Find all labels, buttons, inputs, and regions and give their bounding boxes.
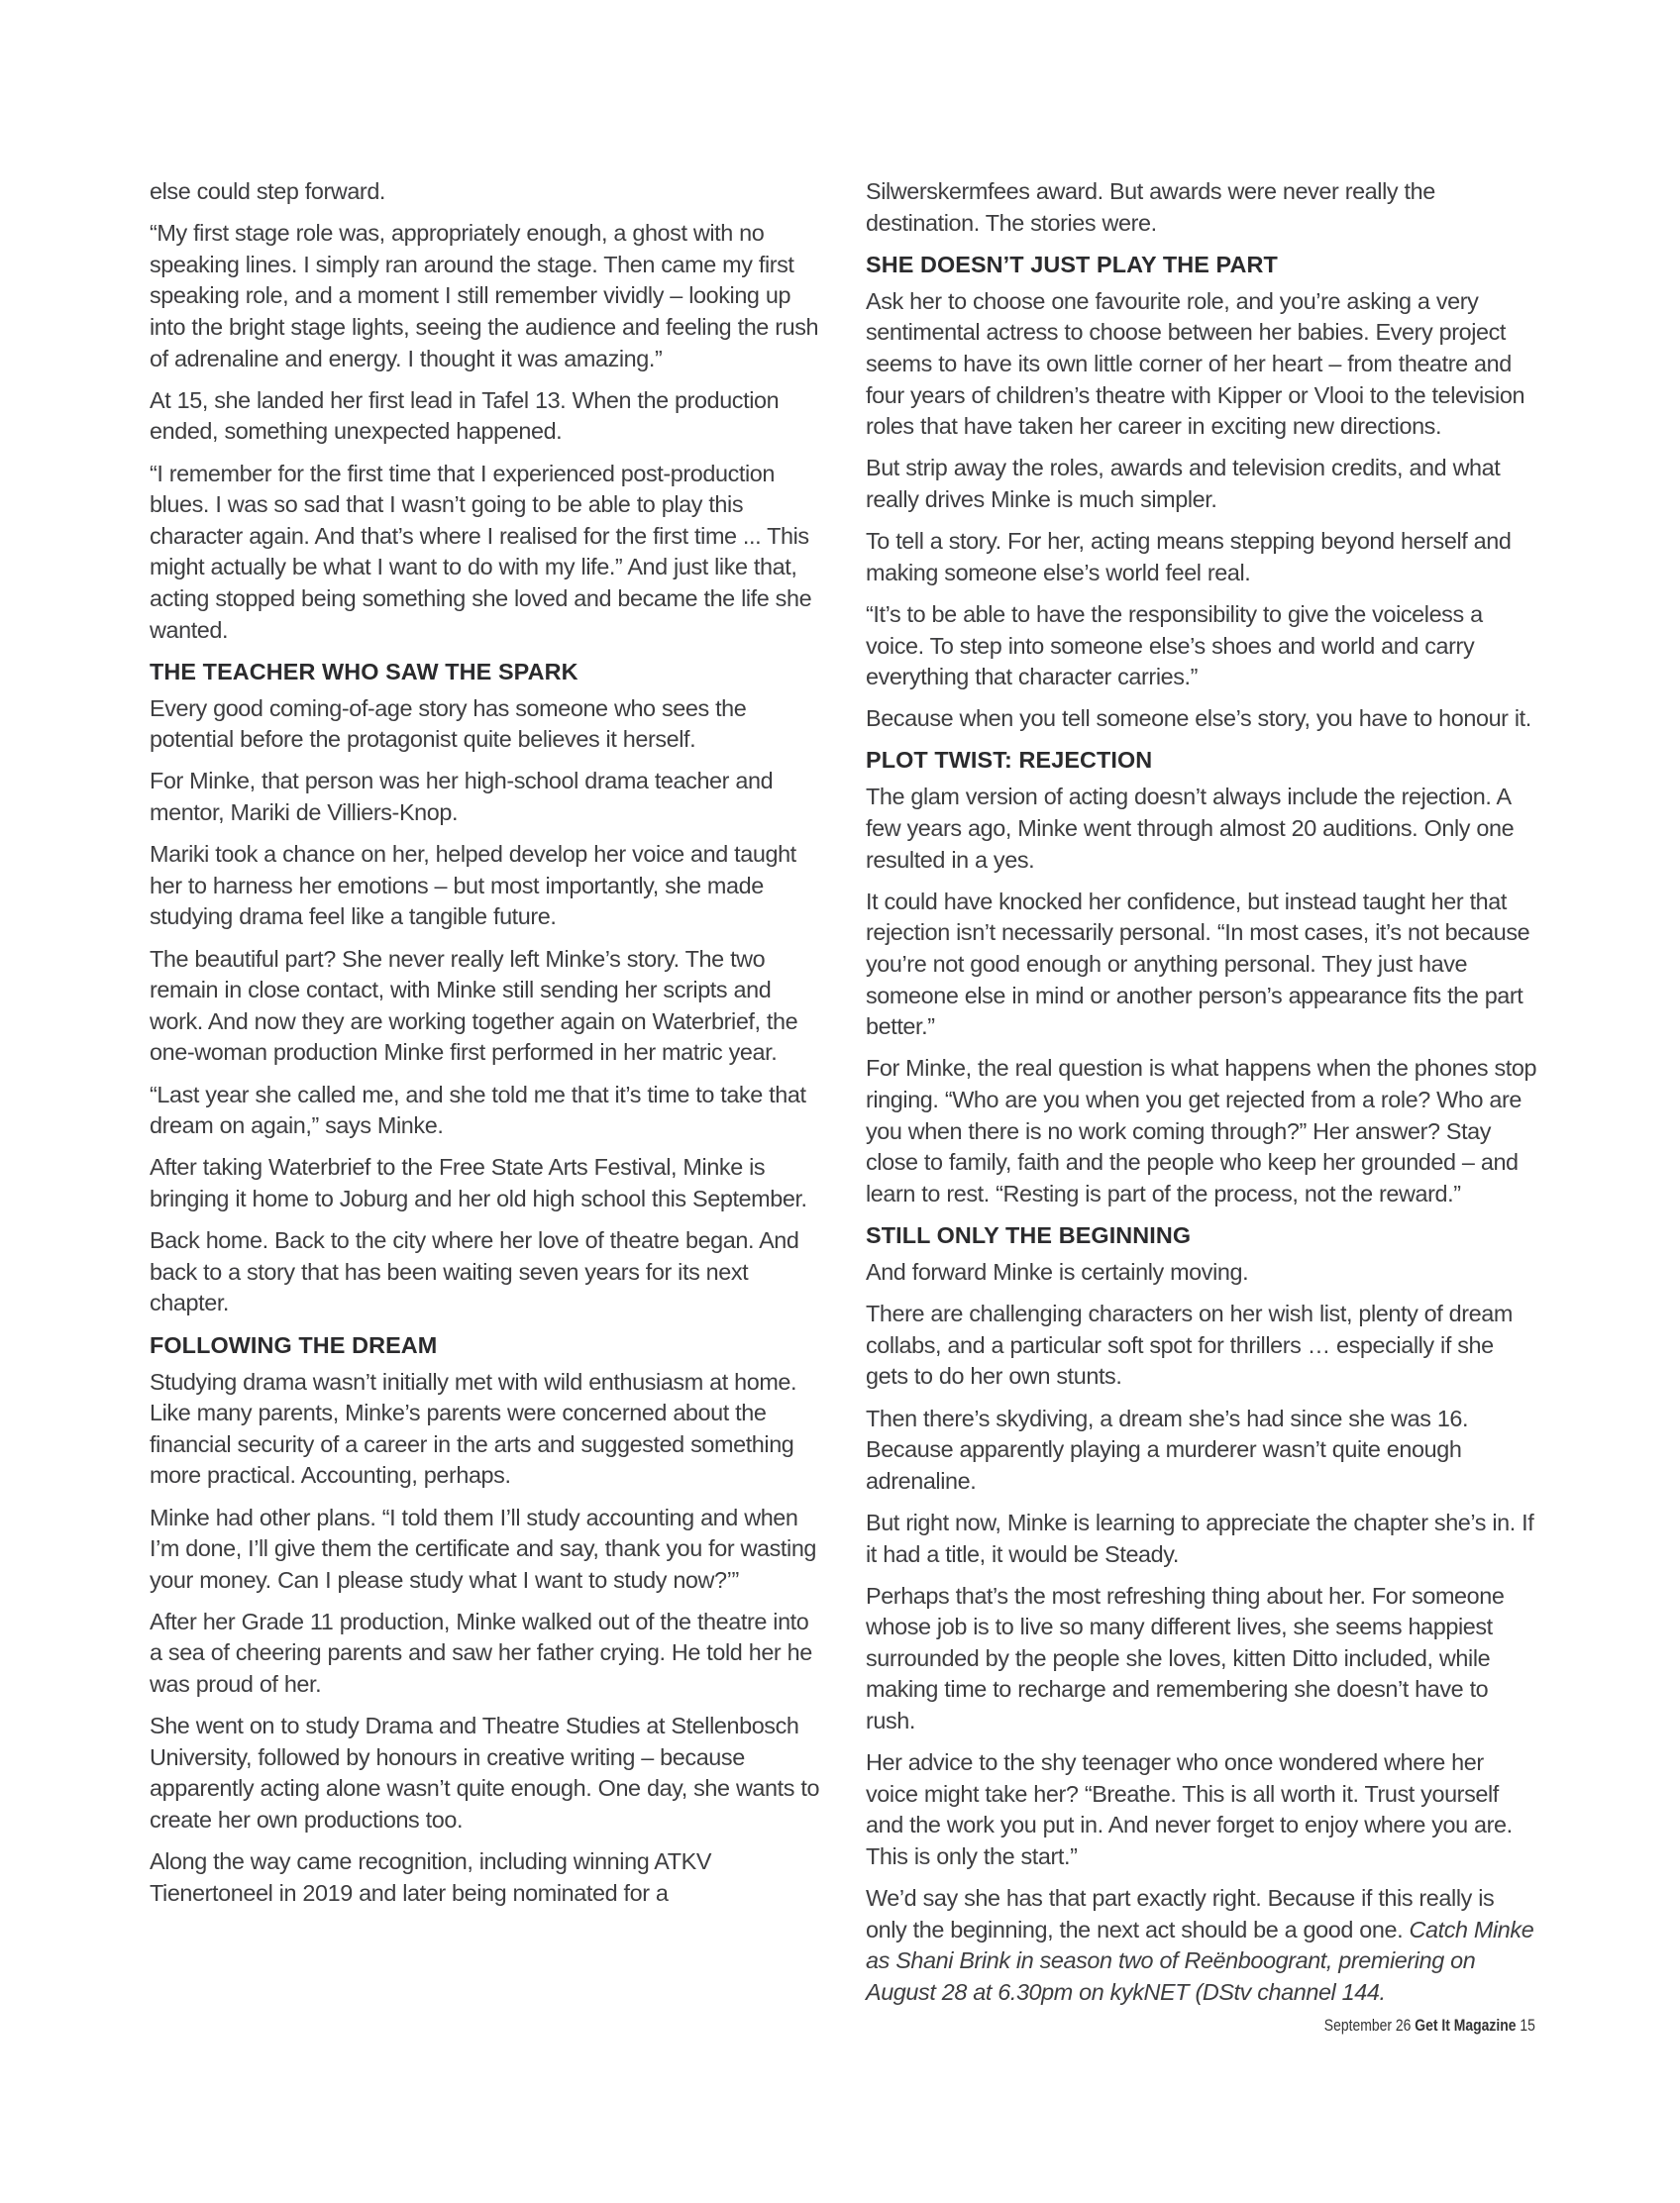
body-paragraph: “My first stage role was, appropriately enough, a ghost with no speaking lines. I simply ran around the stage. Then came my first speaking role, and a moment I still remember vividly – looking up into the bright stage lights, seeing the audience and feeling the rush of adrenaline and energy. I thought it was amazing.”: [150, 220, 819, 371]
section-heading: STILL ONLY THE BEGINNING: [866, 1221, 1192, 1248]
body-paragraph: At 15, she landed her first lead in Tafel 13. When the production ended, something unexpected happened.: [150, 386, 780, 445]
body-paragraph: “Last year she called me, and she told me that it’s time to take that dream on again,” says Minke.: [150, 1081, 806, 1139]
section-heading: PLOT TWIST: REJECTION: [866, 747, 1153, 774]
body-paragraph: For Minke, the real question is what happens when the phones stop ringing. “Who are you when you get rejected from a role? Who are you when there is no work coming through?” Her answer? Stay close to family, faith and the people who keep her grounded – and learn to rest. “Resting is part of the process, not the reward.”: [866, 1055, 1537, 1206]
body-paragraph: else could step forward.: [150, 178, 386, 204]
paragraph-text: We’d say she has that part exactly right. Because if this really is only the beginning, the next act should be a good one.: [866, 1885, 1495, 1942]
body-paragraph: She went on to study Drama and Theatre Studies at Stellenbosch University, followed by honours in creative writing – because apparently acting alone wasn’t quite enough. One day, she wants to create her own productions too.: [150, 1713, 820, 1834]
body-paragraph: Minke had other plans. “I told them I’ll study accounting and when I’m done, I’ll give them the certificate and say, thank you for wasting your money. Can I please study what I want to study now?’”: [150, 1504, 817, 1593]
section-heading: FOLLOWING THE DREAM: [150, 1331, 438, 1358]
body-paragraph: Because when you tell someone else’s story, you have to honour it.: [866, 705, 1531, 732]
article-column-left: [150, 176, 825, 1920]
body-paragraph: Mariki took a chance on her, helped develop her voice and taught her to harness her emotions – but most importantly, she made studying drama feel like a tangible future.: [150, 841, 796, 930]
body-paragraph: Silwerskermfees award. But awards were never really the destination. The stories were.: [866, 178, 1435, 236]
page-footer: [1324, 2016, 1535, 2036]
article-column-right: [866, 176, 1539, 2019]
section-heading: THE TEACHER WHO SAW THE SPARK: [150, 658, 578, 684]
body-paragraph: Along the way came recognition, including winning ATKV Tienertoneel in 2019 and later being nominated for a: [150, 1848, 712, 1906]
body-paragraph: Perhaps that’s the most refreshing thing about her. For someone whose job is to live so many different lives, she seems happiest surrounded by the people she loves, kitten Ditto included, while making time to recharge and remembering she doesn’t have to rush.: [866, 1582, 1505, 1734]
body-paragraph: For Minke, that person was her high-school drama teacher and mentor, Mariki de Villiers-Knop.: [150, 768, 774, 826]
body-paragraph: After her Grade 11 production, Minke walked out of the theatre into a sea of cheering parents and saw her father crying. He told her he was proud of her.: [150, 1608, 812, 1698]
body-paragraph: After taking Waterbrief to the Free State Arts Festival, Minke is bringing it home to Joburg and her old high school this September.: [150, 1154, 807, 1211]
body-paragraph: But strip away the roles, awards and television credits, and what really drives Minke is much simpler.: [866, 455, 1501, 512]
promo-italic-text: Catch Minke as Shani Brink in season two of Reënboogrant, premiering on August 28 at 6.30pm on kykNET (DStv channel 144.: [866, 1916, 1534, 2005]
body-paragraph: Ask her to choose one favourite role, and you’re asking a very sentimental actress to choose between her babies. Every project seems to have its own little corner of her heart – from theatre and four years of children’s theatre with Kipper or Vlooi to the television roles that have taken her career in exciting new directions.: [866, 287, 1525, 440]
body-paragraph: “It’s to be able to have the responsibility to give the voiceless a voice. To step into someone else’s shoes and world and carry everything that character carries.”: [866, 600, 1483, 690]
body-paragraph: The glam version of acting doesn’t always include the rejection. A few years ago, Minke went through almost 20 auditions. Only one resulted in a yes.: [866, 784, 1515, 873]
body-paragraph: [866, 1883, 1539, 2008]
body-paragraph: Then there’s skydiving, a dream she’s had since she was 16. Because apparently playing a murderer wasn’t quite enough adrenaline.: [866, 1405, 1469, 1494]
footer-date: September 26: [1323, 2016, 1412, 2035]
body-paragraph: Studying drama wasn’t initially met with wild enthusiasm at home. Like many parents, Minke’s parents were concerned about the financial security of a career in the arts and suggested something more practical. Accounting, perhaps.: [150, 1368, 797, 1489]
section-heading: SHE DOESN’T JUST PLAY THE PART: [866, 251, 1278, 277]
body-paragraph: It could have knocked her confidence, but instead taught her that rejection isn’t necessarily personal. “In most cases, it’s not because you’re not good enough or anything personal. They just have someone else in mind or another person’s appearance fits the part better.”: [866, 888, 1530, 1040]
body-paragraph: Every good coming-of-age story has someone who sees the potential before the protagonist quite believes it herself.: [150, 694, 747, 753]
body-paragraph: But right now, Minke is learning to appreciate the chapter she’s in. If it had a title, it would be Steady.: [866, 1509, 1534, 1567]
footer-page-number: 15: [1520, 2016, 1535, 2035]
body-paragraph: There are challenging characters on her wish list, plenty of dream collabs, and a particular soft spot for thrillers … especially if she gets to do her own stunts.: [866, 1301, 1513, 1390]
body-paragraph: The beautiful part? She never really left Minke’s story. The two remain in close contact, with Minke still sending her scripts and work. And now they are working together again on Waterbrief, the one-woman production Minke first performed in her matric year.: [150, 945, 798, 1066]
body-paragraph: Back home. Back to the city where her love of theatre began. And back to a story that has been waiting seven years for its next chapter.: [150, 1227, 799, 1316]
body-paragraph: And forward Minke is certainly moving.: [866, 1258, 1249, 1285]
footer-magazine-name: Get It Magazine: [1415, 2016, 1517, 2035]
body-paragraph: Her advice to the shy teenager who once wondered where her voice might take her? “Breathe. This is all worth it. Trust yourself and the work you put in. And never forget to enjoy where you are. This is only the start.”: [866, 1749, 1513, 1870]
body-paragraph: To tell a story. For her, acting means stepping beyond herself and making someone else’s world feel real.: [866, 528, 1512, 585]
body-paragraph: “I remember for the first time that I experienced post-production blues. I was so sad that I wasn’t going to be able to play this character again. And that’s where I realised for the first time ... This might actually be what I want to do with my life.” And just like that, acting stopped being something she loved and became the life she wanted.: [150, 460, 812, 643]
